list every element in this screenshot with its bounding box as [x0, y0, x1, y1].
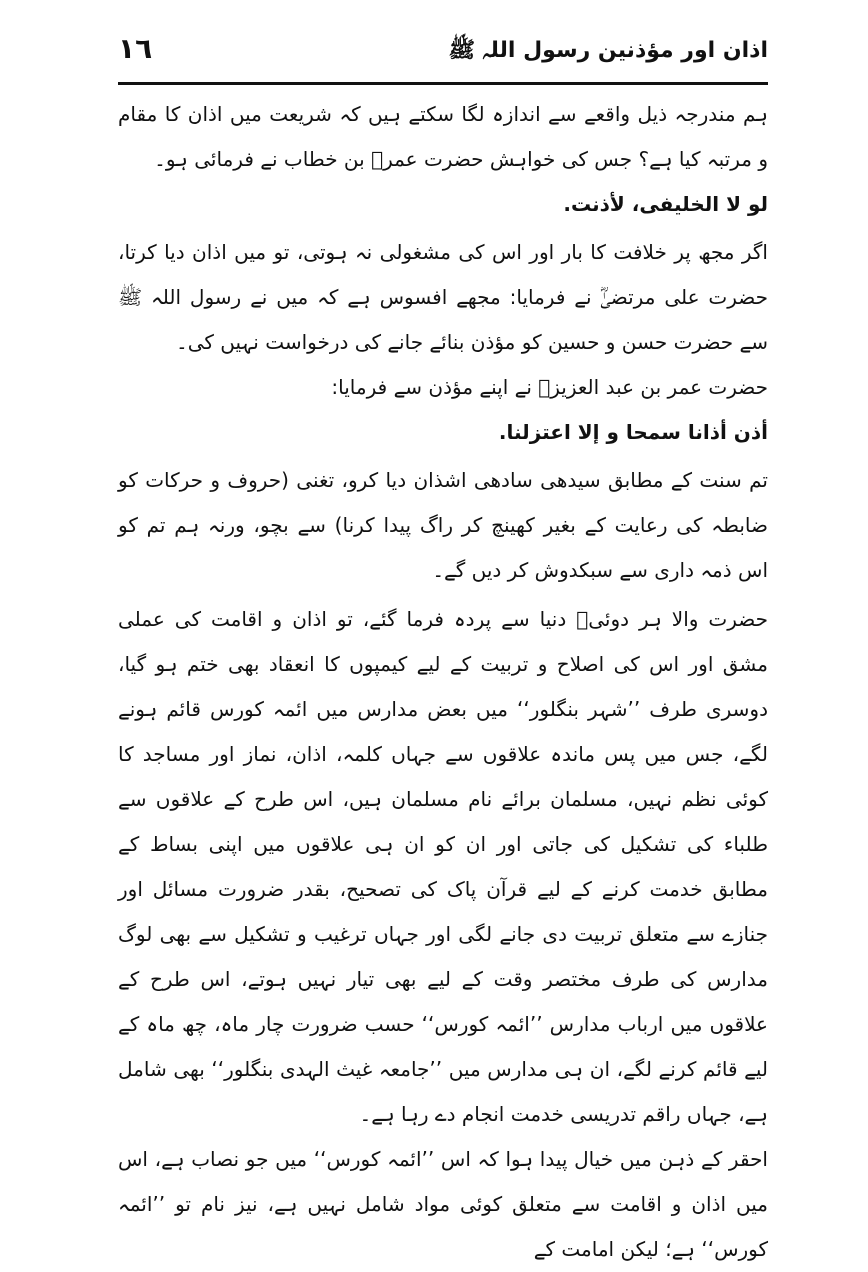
paragraph-sunnah-adhan: تم سنت کے مطابق سیدھی سادھی اشذان دیا کرو، تغنی (حروف و حرکات کو ضابطہ کی رعایت کے بغیر کھینچ کر راگ پیدا کرنا) سے بچو، ورنہ ہم تم کو اس ذمہ داری سے سبکدوش کر دیں گے۔ [118, 468, 768, 582]
arabic-quote-muezzin: أذن أذانا سمحا و إلا اعتزلنا. [498, 420, 768, 444]
running-title: اذان اور مؤذنین رسول اللہ ﷺ [448, 38, 768, 63]
page-number: ١٦ [118, 32, 153, 65]
paragraph-intro: ہم مندرجہ ذیل واقعے سے اندازہ لگا سکتے ہیں کہ شریعت میں اذان کا مقام و مرتبہ کیا ہے؟ جس کی خواہش حضرت عمرؓ بن خطاب نے فرمائی ہو۔ [118, 102, 768, 171]
body-text [118, 92, 768, 1272]
paragraph-translation-ali: اگر مجھ پر خلافت کا بار اور اس کی مشغولی نہ ہوتی، تو میں اذان دیا کرتا، حضرت علی مرتضیٰؓ نے فرمایا: مجھے افسوس ہے کہ میں نے رسول اللہ ﷺ سے حضرت حسن و حسین کو مؤذن بنائے جانے کی درخواست نہیں کی۔ [118, 240, 768, 354]
header-divider [118, 82, 768, 85]
paragraph-aimma-course: حضرت والا ہر دوئیؒ دنیا سے پردہ فرما گئے، تو اذان و اقامت کی عملی مشق اور اس کی اصلاح و تربیت کے لیے کیمپوں کا انعقاد بھی ختم ہو گیا، دوسری طرف ’’شہر بنگلور‘‘ میں بعض مدارس میں ائمہ کورس قائم ہونے لگے، جس میں پس ماندہ علاقوں سے جہاں کلمہ، اذان، نماز اور مساجد کا کوئی نظم نہیں، مسلمان برائے نام مسلمان ہیں، اس طرح کے علاقوں سے طلباء کی تشکیل کی جاتی اور ان کو ان ہی علاقوں میں اپنی بساط کے مطابق خدمت کرنے کے لیے قرآن پاک کی تصحیح، بقدر ضرورت مسائل اور جنازے سے متعلق تربیت دی جانے لگی اور جہاں ترغیب و تشکیل سے بھی لوگ مدارس کی طرف مختصر وقت کے لیے بھی تیار نہیں ہوتے، اس طرح کے علاقوں میں ارباب مدارس ’’ائمہ کورس‘‘ حسب ضرورت چار ماہ، چھ ماہ کے لیے قائم کرنے لگے، ان ہی مدارس میں ’’جامعہ غیث الہدی بنگلور‘‘ بھی شامل ہے، جہاں راقم تدریسی خدمت انجام دے رہا ہے۔ [118, 607, 768, 1126]
arabic-quote-umar: لو لا الخليفى، لأذنت. [563, 192, 768, 216]
paragraph-umar-bin-abdulaziz: حضرت عمر بن عبد العزیزؒ نے اپنے مؤذن سے فرمایا: [331, 375, 768, 399]
page-header [118, 24, 768, 80]
paragraph-author-note: احقر کے ذہن میں خیال پیدا ہوا کہ اس ’’ائمہ کورس‘‘ میں جو نصاب ہے، اس میں اذان و اقامت سے متعلق کوئی مواد شامل نہیں ہے، نیز نام تو ’’ائمہ کورس‘‘ ہے؛ لیکن امامت کے [118, 1147, 768, 1261]
